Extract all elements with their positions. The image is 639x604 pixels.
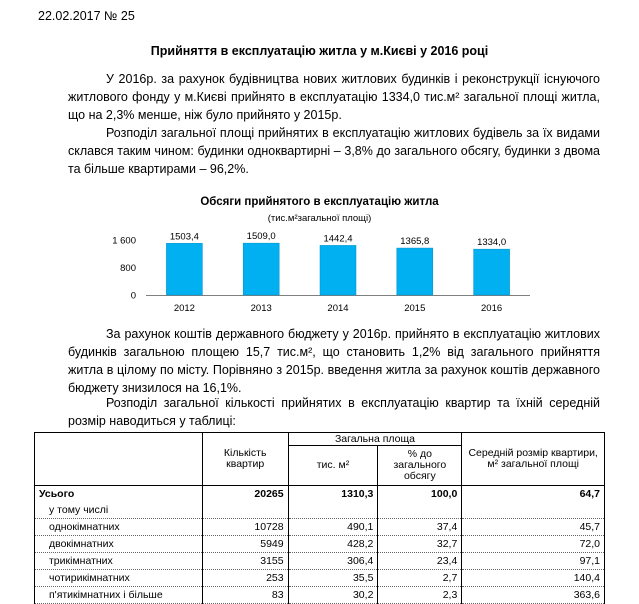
bar-2012 <box>166 243 202 295</box>
table-cell-pct <box>378 502 462 519</box>
table-cell-label: трикімнатних <box>35 553 203 570</box>
data-label: 1365,8 <box>400 236 430 248</box>
table-row <box>35 553 605 570</box>
table-cell-label: п'ятикімнатних і більше <box>35 587 203 604</box>
header-apartments: Кількість квартир <box>202 433 288 486</box>
data-label: 1509,0 <box>246 231 276 243</box>
document-date-number: 22.02.2017 № 25 <box>38 9 135 23</box>
table-cell-label: чотирикімнатних <box>35 570 203 587</box>
data-label: 1334,0 <box>477 237 507 249</box>
table-cell-area: 428,2 <box>288 536 378 553</box>
table-cell-label: у тому числі <box>35 502 203 519</box>
table-cell-area: 490,1 <box>288 519 378 536</box>
paragraph-1-text: У 2016р. за рахунок будівництва нових житлових будинків і реконструкції існуючого житлового фонду у м.Києві прийнято в експлуатацію 1334,0 тис.м² загальної площі житла, що на 2,3% менше, ніж було прийнято у 2015р. <box>68 72 600 122</box>
header-total-area: Загальна площа <box>288 433 462 446</box>
table-cell-avg: 363,6 <box>462 587 605 604</box>
bar-2014 <box>320 245 356 295</box>
header-empty <box>35 433 203 486</box>
paragraph-3 <box>68 325 600 397</box>
x-tick-label: 2012 <box>173 303 195 314</box>
bar-2013 <box>243 243 279 295</box>
table-row <box>35 570 605 587</box>
x-tick-label: 2015 <box>404 303 426 314</box>
table-cell-count: 253 <box>202 570 288 587</box>
x-tick-label: 2014 <box>327 303 349 314</box>
bar-2016 <box>474 249 510 295</box>
paragraph-2-text: Розподіл загальної площі прийнятих в експлуатацію житлових будівель за їх видами склався таким чином: будинки одноквартирні – 3,8% до загального обсягу, будинки з двома та більше квартирами – 96,2%. <box>68 126 600 176</box>
table-cell-avg: 45,7 <box>462 519 605 536</box>
table-cell-pct: 2,3 <box>378 587 462 604</box>
table-cell-area: 30,2 <box>288 587 378 604</box>
paragraph-1 <box>68 70 600 124</box>
table-cell-label: однокімнатних <box>35 519 203 536</box>
table-cell-avg: 72,0 <box>462 536 605 553</box>
table-cell-count: 3155 <box>202 553 288 570</box>
paragraph-2 <box>68 124 600 178</box>
table-cell-area: 306,4 <box>288 553 378 570</box>
table-cell-area <box>288 502 378 519</box>
paragraph-4 <box>68 394 600 430</box>
table-cell-pct: 23,4 <box>378 553 462 570</box>
table-cell-count: 83 <box>202 587 288 604</box>
y-tick-label: 1 600 <box>112 235 136 247</box>
header-avg-size: Середній розмір квартири, м² загальної площі <box>462 433 605 486</box>
chart-subtitle: (тис.м²загальної площі) <box>267 213 372 224</box>
table-cell-pct: 2,7 <box>378 570 462 587</box>
table-cell-label: Усього <box>35 486 203 503</box>
data-label: 1503,4 <box>169 231 199 243</box>
header-pct-total: % до загального обсягу <box>378 446 462 486</box>
table-cell-count: 5949 <box>202 536 288 553</box>
y-tick-label: 0 <box>130 290 136 302</box>
data-label: 1442,4 <box>323 233 353 245</box>
bar-chart <box>0 225 639 325</box>
chart-title: Обсяги прийнятого в експлуатацію житла <box>200 196 439 208</box>
table-cell-count <box>202 502 288 519</box>
table-cell-pct: 32,7 <box>378 536 462 553</box>
table-cell-avg: 97,1 <box>462 553 605 570</box>
table-cell-avg: 64,7 <box>462 486 605 503</box>
table-cell-pct: 37,4 <box>378 519 462 536</box>
table-row <box>35 502 605 519</box>
paragraph-4-text: Розподіл загальної кількості прийнятих в експлуатацію квартир та їхній середній розмір наводиться у таблиці: <box>68 396 600 428</box>
x-tick-label: 2013 <box>250 303 272 314</box>
table-row <box>35 587 605 604</box>
table-cell-area: 35,5 <box>288 570 378 587</box>
table-row <box>35 519 605 536</box>
table-cell-area: 1310,3 <box>288 486 378 503</box>
table-cell-count: 20265 <box>202 486 288 503</box>
table-row <box>35 536 605 553</box>
table-cell-avg: 140,4 <box>462 570 605 587</box>
document-title: Прийняття в експлуатацію житла у м.Києві у 2016 році <box>150 44 489 58</box>
header-thousand-m2: тис. м² <box>288 446 378 486</box>
bar-2015 <box>397 248 433 295</box>
y-tick-label: 800 <box>120 263 136 274</box>
table-cell-pct: 100,0 <box>378 486 462 503</box>
table-cell-avg <box>462 502 605 519</box>
table-cell-count: 10728 <box>202 519 288 536</box>
table-row <box>35 486 605 503</box>
table-cell-label: двокімнатних <box>35 536 203 553</box>
paragraph-3-text: За рахунок коштів державного бюджету у 2016р. прийнято в експлуатацію житлових будинків загальною площею 15,7 тис.м², що становить 1,2% від загального прийняття житла в цілому по місту. Порівняно з 2015р. введення житла за рахунок коштів державного бюджету знизилося на 16,1%. <box>68 327 600 395</box>
apartments-table <box>34 432 605 604</box>
x-tick-label: 2016 <box>481 303 503 314</box>
